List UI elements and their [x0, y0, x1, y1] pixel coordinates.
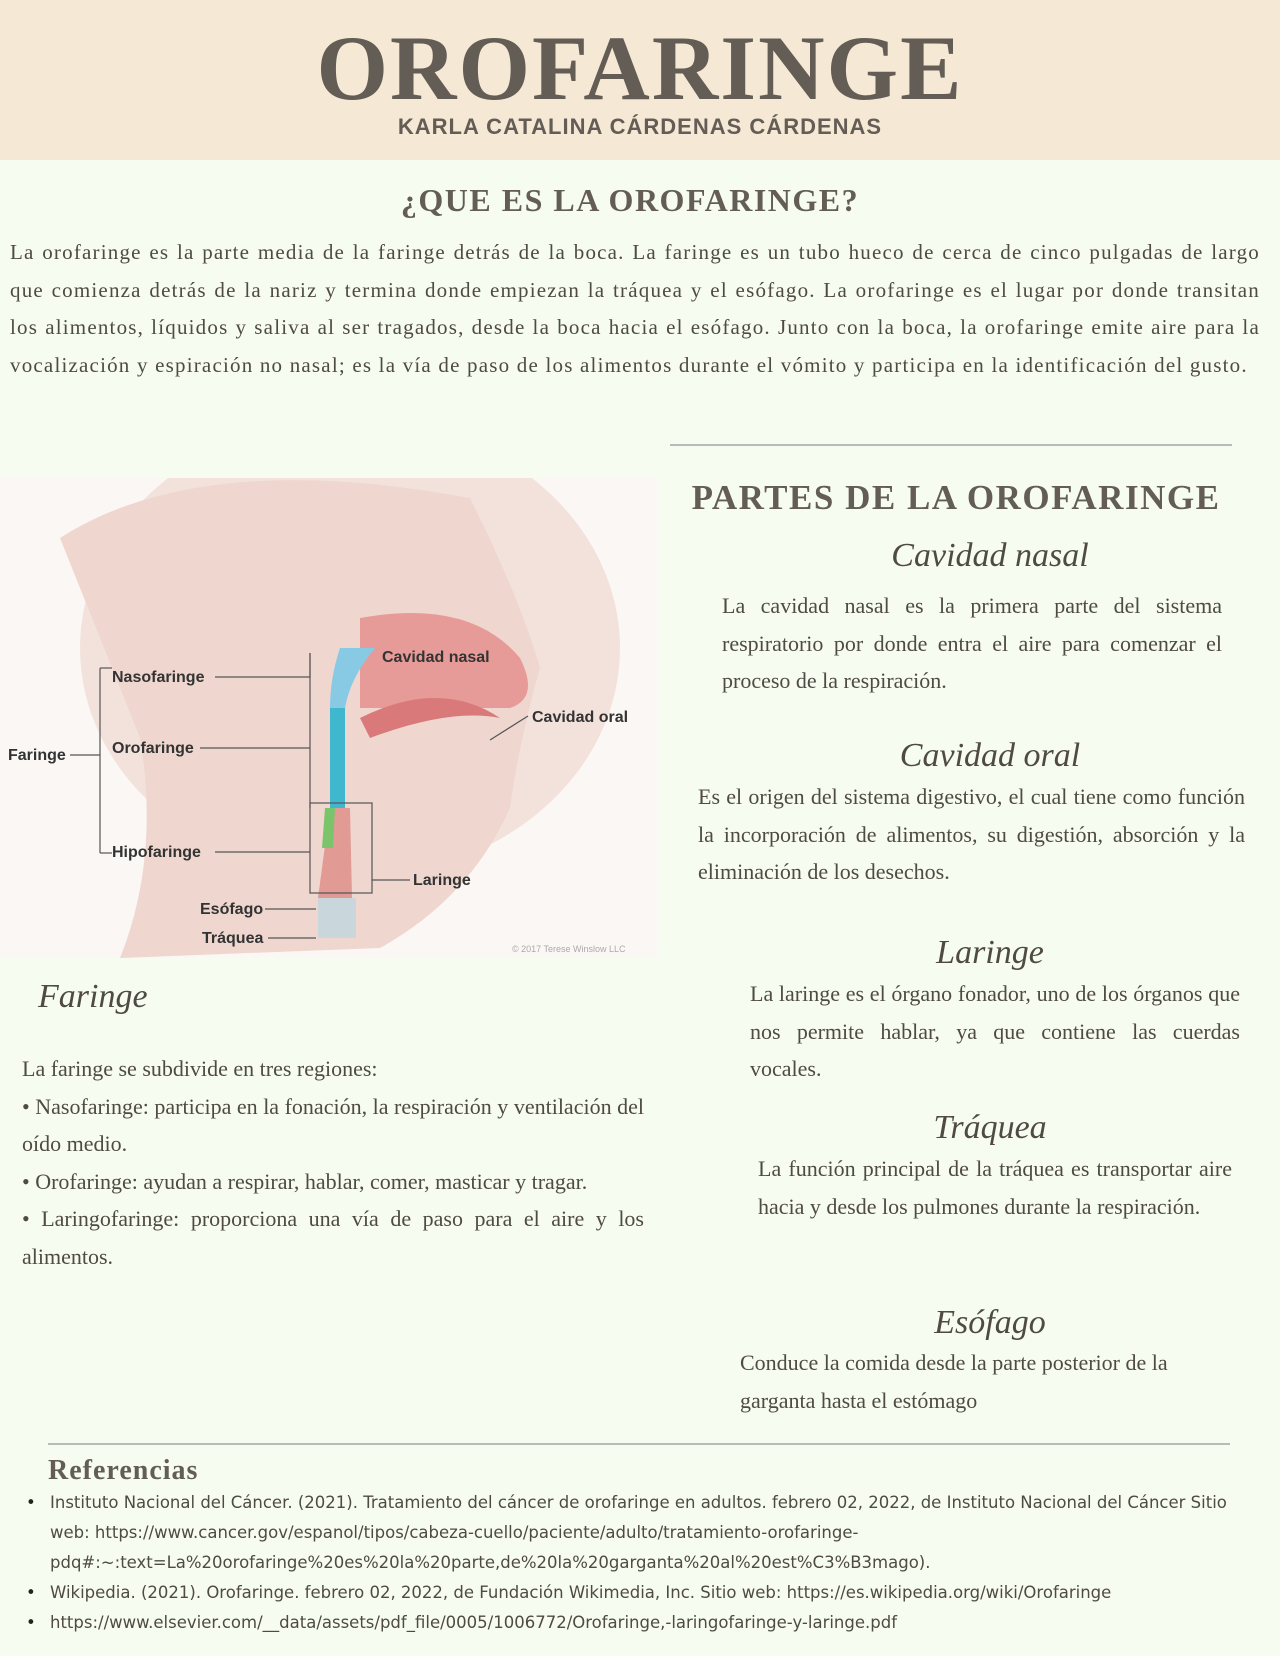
references-heading: Referencias [48, 1455, 199, 1486]
author-name: KARLA CATALINA CÁRDENAS CÁRDENAS [397, 114, 883, 139]
label-orofaringe: Orofaringe [112, 740, 194, 757]
label-faringe: Faringe [8, 747, 66, 764]
section-text-cavidad-oral: Es el origen del sistema digestivo, el cual tiene como función la incorporación de alimentos, su digestión, absorción y la eliminación de los desechos. [698, 784, 1245, 884]
section-text-esofago: Conduce la comida desde la parte posterior de la garganta hasta el estómago [740, 1350, 1168, 1413]
reference-item: • https://www.elsevier.com/__data/assets/pdf_file/0005/1006772/Orofaringe,-laringofaringe-y-laringe.pdf [48, 1608, 1248, 1638]
faringe-item: • Nasofaringe: participa en la fonación, la respiración y ventilación del oído medio. [22, 1093, 644, 1156]
label-hipofaringe: Hipofaringe [112, 844, 201, 861]
faringe-heading: Faringe [38, 978, 148, 1015]
faringe-content [22, 1050, 644, 1275]
page-title: OROFARINGE [316, 17, 964, 119]
section-text-cavidad-nasal: La cavidad nasal es la primera parte del sistema respiratorio por donde entra el aire para comenzar el proceso de la respiración. [722, 593, 1222, 693]
faringe-item: • Laringofaringe: proporciona una vía de paso para el aire y los alimentos. [22, 1206, 644, 1269]
intro-paragraph: La orofaringe es la parte media de la faringe detrás de la boca. La faringe es un tubo hueco de cerca de cinco pulgadas de largo que comienza detrás de la nariz y termina donde empiezan la tráquea y el esófago. La orofaringe es el lugar por donde transitan los alimentos, líquidos y saliva al ser tragados, desde la boca hacia el esófago. Junto con la boca, la orofaringe emite aire para la vocalización y espiración no nasal; es la vía de paso de los alimentos durante el vómito y participa en la identificación del gusto. [10, 240, 1260, 377]
label-cavidad-oral: Cavidad oral [532, 709, 629, 726]
section-title-cavidad-oral: Cavidad oral [899, 737, 1081, 774]
reference-item: • Wikipedia. (2021). Orofaringe. febrero 02, 2022, de Fundación Wikimedia, Inc. Sitio web: https://es.wikipedia.org/wiki/Orofaringe [48, 1578, 1248, 1608]
label-laringe: Laringe [413, 872, 471, 889]
orofaringe-diagram [0, 478, 657, 958]
header-banner [0, 0, 1280, 160]
label-esofago: Esófago [200, 901, 264, 918]
divider [48, 1443, 1230, 1445]
label-traquea: Tráquea [202, 930, 264, 947]
section-title-laringe: Laringe [936, 934, 1044, 971]
section-title-traquea: Tráquea [933, 1109, 1047, 1146]
copyright: © 2017 Terese Winslow LLC [512, 944, 626, 954]
faringe-item: • Orofaringe: ayudan a respirar, hablar, comer, masticar y tragar. [22, 1168, 588, 1194]
partes-heading: PARTES DE LA OROFARINGE [691, 478, 1221, 517]
divider [670, 444, 1232, 446]
intro-heading: ¿QUE ES LA OROFARINGE? [400, 182, 860, 218]
faringe-intro: La faringe se subdivide en tres regiones: [22, 1056, 378, 1081]
section-text-laringe: La laringe es el órgano fonador, uno de los órganos que nos permite hablar, ya que contiene las cuerdas vocales. [750, 981, 1240, 1081]
reference-item: • Instituto Nacional del Cáncer. (2021). Tratamiento del cáncer de orofaringe en adultos. febrero 02, 2022, de Instituto Nacional del Cáncer Sitio web: https://www.cancer.gov/espanol/tipos/cabeza-cuello/paciente/adulto/tratamiento-orofaringe-pdq#:~:text=La%20orofaringe%20es%20la%20parte,de%20la%20garganta%20al%20est%C3%B3mago). [48, 1488, 1248, 1578]
label-cavidad-nasal: Cavidad nasal [382, 649, 490, 666]
references-list [48, 1488, 1248, 1638]
section-title-esofago: Esófago [934, 1304, 1046, 1341]
section-title-cavidad-nasal: Cavidad nasal [891, 537, 1089, 574]
label-nasofaringe: Nasofaringe [112, 669, 205, 686]
section-text-traquea: La función principal de la tráquea es transportar aire hacia y desde los pulmones durante la respiración. [758, 1156, 1232, 1219]
